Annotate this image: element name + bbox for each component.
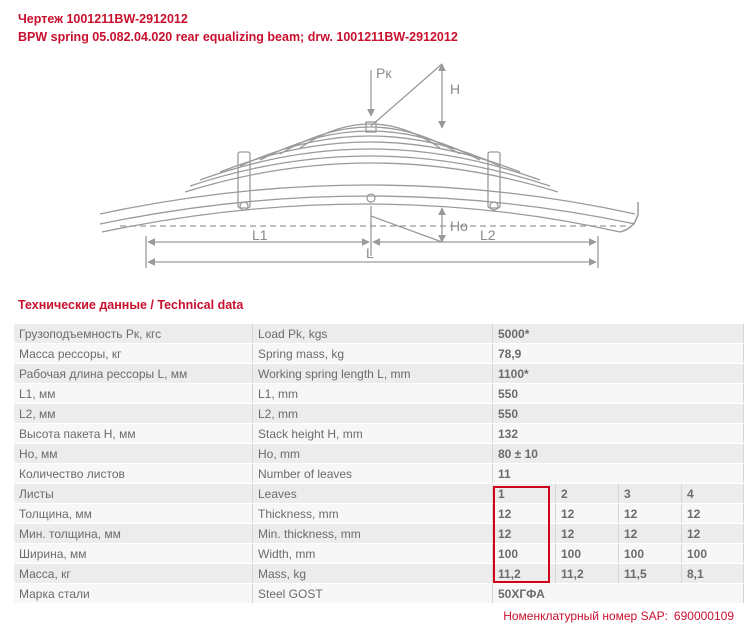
row-label-en: Number of leaves — [253, 464, 493, 484]
row-label-en: L2, mm — [253, 404, 493, 424]
leaf-4-value: 4 — [682, 484, 744, 504]
row-label-ru: Листы — [14, 484, 253, 504]
row-label-en: Load Pk, kgs — [253, 324, 493, 344]
row-label-ru: Высота пакета H, мм — [14, 424, 253, 444]
sap-label: Номенклатурный номер SAP: — [503, 609, 668, 623]
table-row — [14, 504, 744, 524]
row-label-en: Ho, mm — [253, 444, 493, 464]
row-label-en: Mass, kg — [253, 564, 493, 584]
row-label-ru: Грузоподъемность Pк, кгс — [14, 324, 253, 344]
leaf-4-value: 12 — [682, 524, 744, 544]
leaf-2-value: 12 — [556, 504, 619, 524]
row-value: 1100* — [493, 364, 744, 384]
table-row — [14, 444, 744, 464]
leaf-2-value: 100 — [556, 544, 619, 564]
row-value: 550 — [493, 384, 744, 404]
row-label-en: Min. thickness, mm — [253, 524, 493, 544]
label-pk: Pк — [376, 65, 392, 81]
row-label-en: Steel GOST — [253, 584, 493, 604]
table-row — [14, 484, 744, 504]
table-row — [14, 424, 744, 444]
leaf-3-value: 12 — [619, 524, 682, 544]
leaf-3-value: 11,5 — [619, 564, 682, 584]
technical-data-title: Технические данные / Technical data — [18, 298, 244, 312]
table-row — [14, 324, 744, 344]
table-row — [14, 344, 744, 364]
leaf-4-value: 12 — [682, 504, 744, 524]
leaf-1-value: 100 — [493, 544, 556, 564]
row-label-ru: L1, мм — [14, 384, 253, 404]
leaf-1-value: 12 — [493, 504, 556, 524]
row-label-ru: Ho, мм — [14, 444, 253, 464]
label-l1: L1 — [252, 227, 268, 243]
row-label-en: Working spring length L, mm — [253, 364, 493, 384]
leaf-1-value: 11,2 — [493, 564, 556, 584]
sap-number — [497, 609, 734, 623]
drawing-title-en: BPW spring 05.082.04.020 rear equalizing beam; drw. 1001211BW-2912012 — [18, 30, 458, 44]
row-label-en: Leaves — [253, 484, 493, 504]
sap-value: 690000109 — [673, 609, 734, 623]
leaf-2-value: 12 — [556, 524, 619, 544]
label-l: L — [366, 245, 374, 261]
row-label-ru: Масса рессоры, кг — [14, 344, 253, 364]
leaf-2-value: 11,2 — [556, 564, 619, 584]
table-row — [14, 404, 744, 424]
label-ho: Ho — [450, 218, 468, 234]
row-label-ru: Марка стали — [14, 584, 253, 604]
row-value: 78,9 — [493, 344, 744, 364]
row-value: 132 — [493, 424, 744, 444]
row-label-ru: Рабочая длина рессоры L, мм — [14, 364, 253, 384]
leaf-4-value: 8,1 — [682, 564, 744, 584]
label-l2: L2 — [480, 227, 496, 243]
row-label-ru: Масса, кг — [14, 564, 253, 584]
leaf-3-value: 12 — [619, 504, 682, 524]
table-row — [14, 524, 744, 544]
table-row — [14, 564, 744, 584]
row-label-ru: Толщина, мм — [14, 504, 253, 524]
row-label-en: Stack height H, mm — [253, 424, 493, 444]
leaf-1-value: 1 — [493, 484, 556, 504]
table-row — [14, 464, 744, 484]
table-row — [14, 544, 744, 564]
row-label-en: Width, mm — [253, 544, 493, 564]
leaf-3-value: 3 — [619, 484, 682, 504]
table-row — [14, 364, 744, 384]
leaf-1-value: 12 — [493, 524, 556, 544]
leaf-4-value: 100 — [682, 544, 744, 564]
row-value: 50ХГФА — [493, 584, 744, 604]
row-label-ru: Ширина, мм — [14, 544, 253, 564]
row-label-ru: Мин. толщина, мм — [14, 524, 253, 544]
row-label-en: Spring mass, kg — [253, 344, 493, 364]
leaf-spring-drawing — [90, 56, 660, 274]
row-label-en: Thickness, mm — [253, 504, 493, 524]
label-h: H — [450, 81, 461, 97]
row-label-ru: Количество листов — [14, 464, 253, 484]
technical-data-table — [14, 324, 744, 604]
row-label-ru: L2, мм — [14, 404, 253, 424]
row-value: 5000* — [493, 324, 744, 344]
table-row — [14, 584, 744, 604]
row-value: 80 ± 10 — [493, 444, 744, 464]
row-value: 11 — [493, 464, 744, 484]
leaf-2-value: 2 — [556, 484, 619, 504]
table-row — [14, 384, 744, 404]
row-value: 550 — [493, 404, 744, 424]
leaf-3-value: 100 — [619, 544, 682, 564]
drawing-title-ru: Чертеж 1001211BW-2912012 — [18, 12, 188, 26]
row-label-en: L1, mm — [253, 384, 493, 404]
